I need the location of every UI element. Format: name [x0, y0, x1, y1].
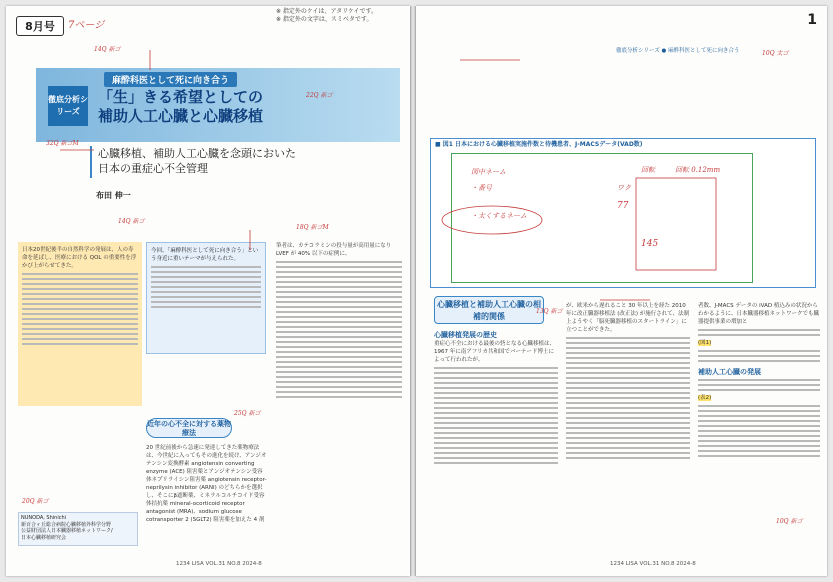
section-heading: 心臓移植と補助人工心臓の相補的関係	[434, 296, 544, 324]
subtitle-line-1: 心臓移植、補助人工心臓を念頭においた	[98, 147, 296, 160]
running-head: 徹底分析シリーズ ● 麻酔科医として死に向き合う	[616, 48, 740, 54]
abstract-text: 日本20世紀後半の自然科学の発展は、人の寿命を延ばし、医療における QOL の重要性を浮かび上がらせてきた。	[22, 247, 137, 269]
right-body-text-3: 者数、J-MACS データの iVAD 植込みの状況からわかるように、日本臓器移植ネットワークでも臓器提供事業の増加と	[698, 303, 820, 325]
affiliation-box	[18, 512, 138, 546]
spec-note: ※ 指定外の文字は、スミベタです。	[276, 16, 373, 23]
month-tag: 8月号	[16, 16, 64, 36]
page-number: 1	[807, 12, 817, 28]
body-text-3: 筆者は、カテコラミンの投与量が高用量になり LVEF が 40% 以下の症例に、	[276, 243, 392, 257]
fig-note-value: 77	[617, 201, 629, 211]
highlight-fig1: (図1)	[698, 340, 712, 346]
right-body-column-2	[566, 302, 690, 462]
title-line-2: 補助人工心臓と心臓移植	[98, 107, 264, 125]
hand-note: 22Q 新ゴ	[306, 92, 333, 99]
right-body-text-1: 重症心不全における最後の砦となる心臓移植は、1967 年に南アフリカ共和国でバーナード博士によって行われたが、	[434, 341, 556, 363]
abstract-box	[18, 242, 142, 406]
hand-note: 14Q 新ゴ	[118, 218, 145, 225]
hand-note: 10Q 新ゴ	[776, 518, 803, 525]
fig-note: 回転	[641, 166, 655, 174]
right-folio: 1234 LISA VOL.31 NO.8 2024-8	[610, 561, 696, 567]
figure-box	[430, 138, 816, 288]
figure-caption: ■ 図1 日本における心臓移植実施件数と待機患者、J-MACSデータ(VAD数)	[435, 141, 643, 148]
intro-box	[146, 242, 266, 354]
series-label: 徹底分析シリーズ	[48, 86, 88, 126]
sub-heading-history: 心臓移植発展の歴史	[434, 331, 497, 339]
subtitle-bar	[90, 146, 92, 178]
body-column-3	[276, 242, 402, 401]
fig-note: 図中ネーム	[471, 168, 506, 176]
left-folio: 1234 LISA VOL.31 NO.8 2024-8	[176, 561, 262, 567]
affiliation-line: 日本心臓移植研究会	[21, 534, 67, 541]
title-band	[36, 68, 400, 142]
affiliation-line: 新百合ヶ丘総合病院心臓移植外科学分野	[21, 521, 112, 528]
right-body-text-2: が、欧米から遅れること 30 年以上を経た 2010 年に改正臓器移植法 (改正法) が施行されて、法制上ようやく「脳死臓器移植のスタートライン」に立つことができた。	[566, 303, 690, 333]
spec-notes	[276, 8, 377, 24]
hand-note: 18Q 新ゴM	[296, 224, 329, 231]
hand-note: 20Q 新ゴ	[22, 498, 49, 505]
hand-note: 25Q 新ゴ	[234, 410, 261, 417]
spec-note: ※ 指定外のケイは、アタリケイです。	[276, 8, 378, 15]
hand-note: 32Q 新ゴM	[46, 140, 79, 147]
affiliation-line: 公益財団法人日本臓器移植ネットワーク/	[21, 528, 113, 534]
fig-note: ・番号	[471, 184, 492, 192]
body-column-2	[146, 444, 268, 524]
sub-heading-vad: 補助人工心臓の発展	[698, 368, 761, 376]
lead-label: 麻酔科医として死に向き合う	[104, 72, 237, 87]
page-hand-note: 7ページ	[68, 20, 105, 31]
subtitle-line-2: 日本の重症心不全管理	[98, 162, 208, 175]
intro-text: 今回、「麻酔科医として死に向き合う」という身近に重いテーマが与えられた。	[151, 248, 259, 262]
highlight-table2: (表2)	[698, 395, 712, 401]
hand-note: 13Q 新ゴ	[536, 308, 563, 315]
hand-note: 10Q 太ゴ	[762, 50, 789, 57]
hand-note: 14Q 新ゴ	[94, 46, 121, 53]
fig-note-value: ワク	[617, 184, 631, 192]
title-line-1: 「生」きる希望としての	[98, 88, 264, 106]
subtitle	[98, 146, 296, 176]
section-heading-pill: 近年の心不全に対する薬物療法	[147, 420, 231, 437]
affiliation-line: NUNODA, Shinichi	[21, 515, 67, 521]
fig-note-value: 回転 0.12mm	[675, 166, 721, 174]
left-page	[6, 6, 410, 576]
fig-note-value: 145	[641, 239, 659, 249]
body-text-2: 20 世紀前後から急速に発達してきた薬物療法は、今世紀に入ってもその進化を続け、アンジオテンシン変換酵素 angiotensin converting enzyme (ACE) 阻害薬とアンジオテンシン受容体ネプリライシン阻害薬 angiotensin receptor-neprilysin inhibitor (ARNI) のどちらかを選択し、そこにβ遮断薬、ミネラルコルチコイド受容体拮抗薬 mineral-ocorticoid receptor antagonist (MRA)、sodium glucose cotransporter 2 (SGLT2) 阻害薬を加えた 4 剤	[146, 445, 267, 523]
right-body-column-3	[698, 302, 820, 460]
author: 布田 伸一	[96, 191, 131, 200]
fig-note: ・太くするネーム	[471, 212, 527, 220]
right-body-column-1	[434, 340, 558, 467]
page-title	[98, 88, 263, 126]
